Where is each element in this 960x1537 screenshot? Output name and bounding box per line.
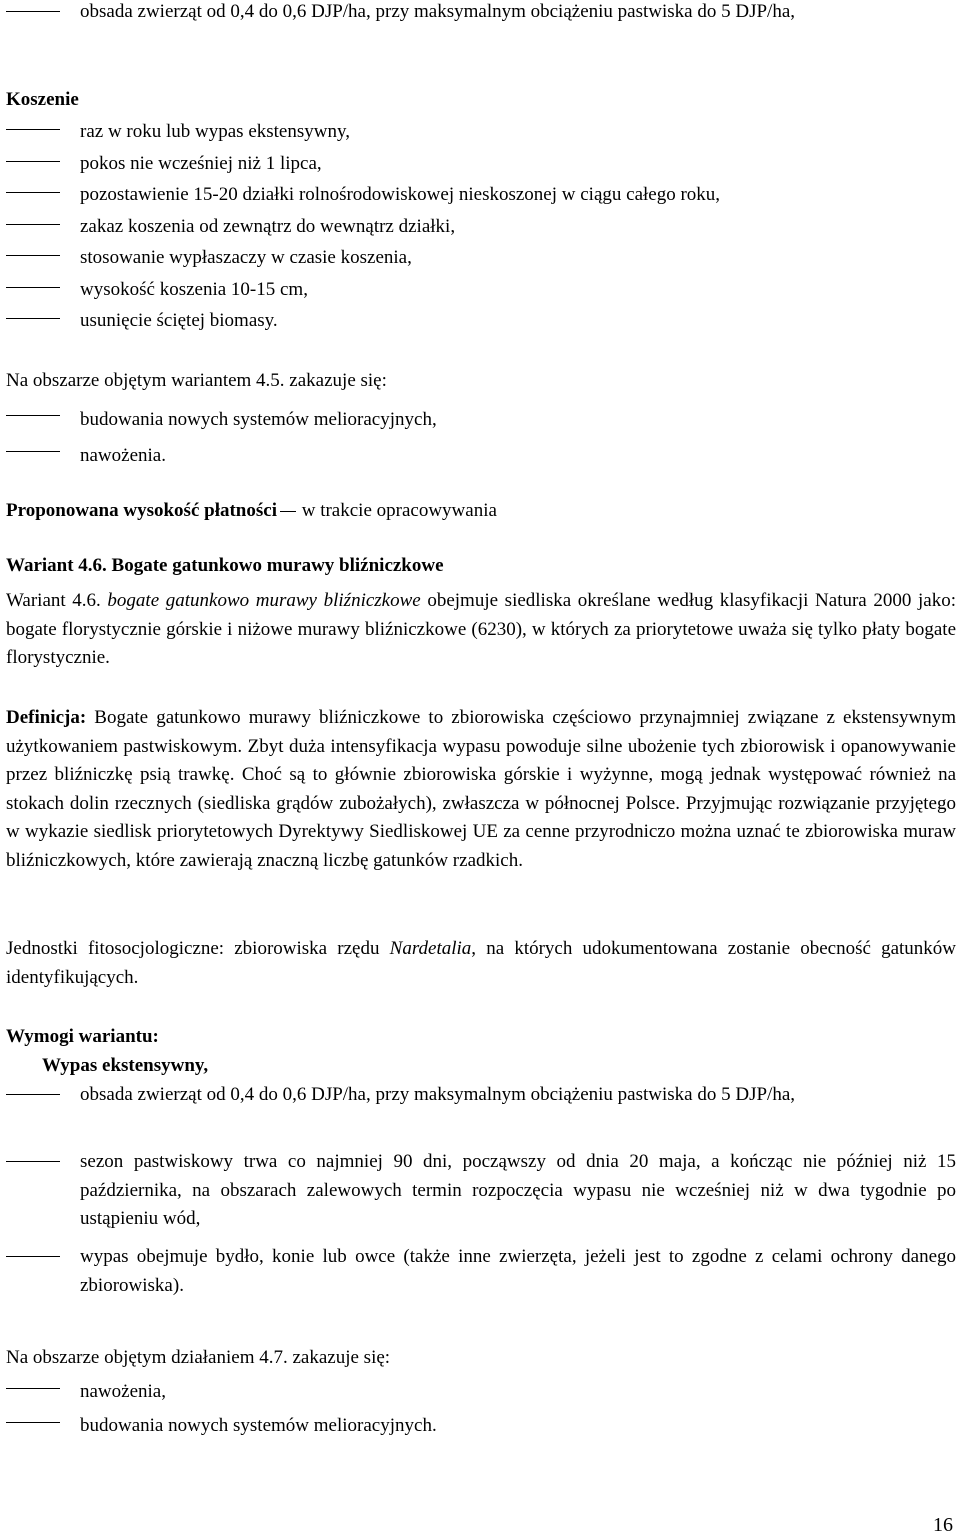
phytosociology-prefix: Jednostki fitosocjologiczne: zbiorowiska rzędu: [6, 938, 390, 959]
payment-value: w trakcie opracowywania: [296, 500, 497, 521]
list-item: obsada zwierząt od 0,4 do 0,6 DJP/ha, przy maksymalnym obciążeniu pastwiska do 5 DJP/ha,: [6, 0, 956, 27]
list-item: wysokość koszenia 10-15 cm,: [6, 274, 956, 306]
restriction-intro-4-5: Na obszarze objętym wariantem 4.5. zakazuje się:: [6, 370, 387, 391]
list-item: nawożenia,: [6, 1375, 956, 1409]
variant-desc-italic: bogate gatunkowo murawy bliźniczkowe: [107, 590, 421, 611]
list-item: nawożenia.: [6, 438, 956, 474]
list-item: usunięcie ściętej biomasy.: [6, 305, 956, 337]
requirements-subheading: Wypas ekstensywny,: [42, 1055, 209, 1076]
page-number: 16: [933, 1514, 953, 1536]
list-item: pozostawienie 15-20 działki rolnośrodowiskowej nieskoszonej w ciągu całego roku,: [6, 179, 956, 211]
list-item: pokos nie wcześniej niż 1 lipca,: [6, 148, 956, 180]
variant-desc-rest: obejmuje siedliska określane według klasyfikacji Natura 2000 jako: bogate florystycznie górskie i niżowe murawy bliźniczkowe (6230), w których za priorytetowe uważa się tylko płaty bogate florystycznie.: [6, 590, 956, 668]
requirements-heading: Wymogi wariantu:: [6, 1026, 159, 1047]
restriction-list-4-7: [6, 1375, 956, 1443]
list-item: budowania nowych systemów melioracyjnych,: [6, 402, 956, 438]
section-heading-koszenie: Koszenie: [6, 89, 79, 110]
phytosociology-rest: , na których udokumentowana zostanie obecność gatunków identyfikujących.: [6, 938, 956, 988]
list-item: stosowanie wypłaszaczy w czasie koszenia,: [6, 242, 956, 274]
definition-text: Bogate gatunkowo murawy bliźniczkowe to zbiorowiska częściowo przynajmniej związane z ekstensywnym użytkowaniem pastwiskowym. Zbyt duża intensyfikacja wypasu powoduje silne ubożenie tych zbiorowisk i opanowywanie przez bliźniczkę psią trawkę. Choć są to głównie zbiorowiska górskie i wyżynne, mogą jednak występować również na stokach dolin rzecznych (siedliska grądów zubożałych), zwłaszcza w północnej Polsce. Przyjmując rozwiązanie przyjętego w wykazie siedlisk priorytetowych Dyrektywy Siedliskowej UE za cenne przyrodniczo można uznać te zbiorowiska muraw bliźniczkowych, które zawierają znaczną liczbę gatunków rzadkich.: [6, 707, 956, 871]
list-item: raz w roku lub wypas ekstensywny,: [6, 116, 956, 148]
payment-label: Proponowana wysokość płatności: [6, 500, 277, 521]
list-item: wypas obejmuje bydło, konie lub owce (także inne zwierzęta, jeżeli jest to zgodne z celami ochrony danego zbiorowiska).: [6, 1243, 956, 1300]
restriction-list-4-5: [6, 402, 956, 474]
variant-description: [6, 587, 956, 673]
variant-desc-prefix: Wariant 4.6.: [6, 590, 108, 611]
list-item: budowania nowych systemów melioracyjnych.: [6, 1409, 956, 1443]
definition-label: Definicja:: [6, 707, 87, 728]
list-item: zakaz koszenia od zewnątrz do wewnątrz działki,: [6, 211, 956, 243]
list-item: obsada zwierząt od 0,4 do 0,6 DJP/ha, przy maksymalnym obciążeniu pastwiska do 5 DJP/ha,: [6, 1081, 956, 1110]
dash: [280, 511, 296, 512]
variant-heading: Wariant 4.6. Bogate gatunkowo murawy bliźniczkowe: [6, 555, 444, 576]
list-item: sezon pastwiskowy trwa co najmniej 90 dni, począwszy od dnia 20 maja, a kończąc nie później niż 15 października, na obszarach zalewowych termin rozpoczęcia wypasu nie wcześniej niż w dwa tygodnie po ustąpieniu wód,: [6, 1148, 956, 1234]
koszenie-list: [6, 116, 956, 337]
phytosociology-paragraph: [6, 935, 956, 992]
phytosociology-italic: Nardetalia: [389, 938, 472, 959]
definition-paragraph: [6, 704, 956, 875]
restriction-intro-4-7: Na obszarze objętym działaniem 4.7. zakazuje się:: [6, 1347, 391, 1368]
payment-line: [6, 497, 497, 526]
